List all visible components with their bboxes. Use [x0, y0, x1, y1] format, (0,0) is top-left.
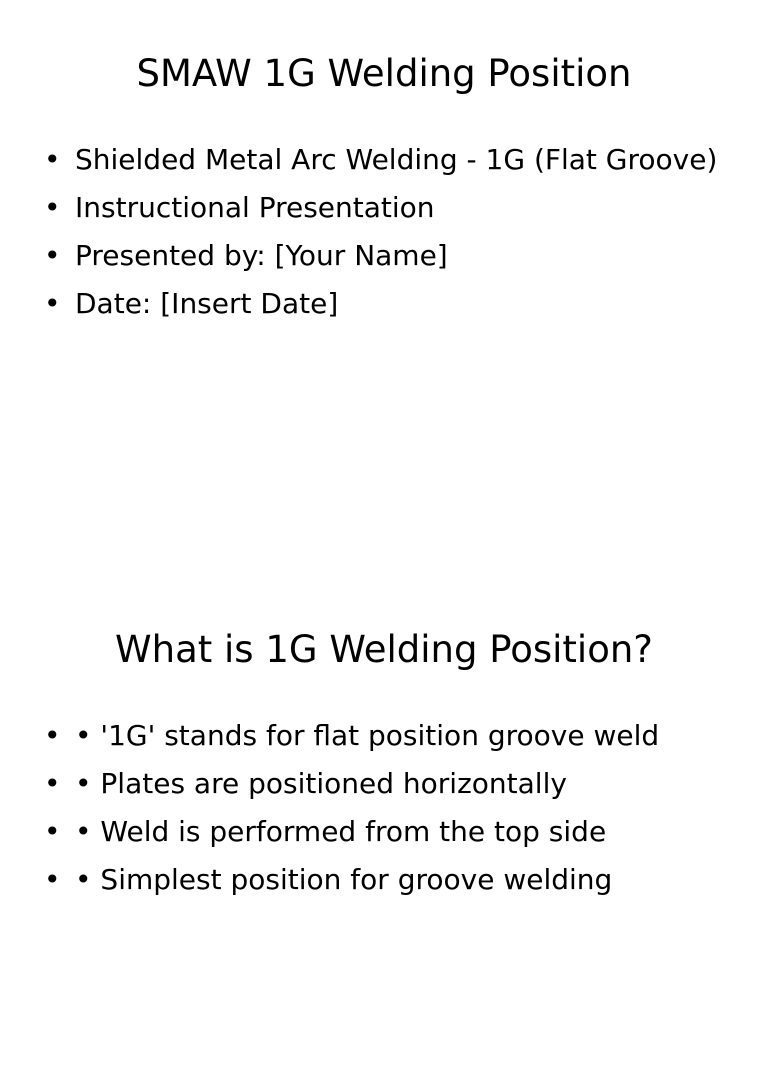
- list-item: [44, 140, 717, 188]
- slide-2: [0, 576, 768, 1088]
- slide-1: [0, 0, 768, 512]
- bullet-icon: •: [44, 767, 61, 800]
- list-item: [44, 860, 659, 908]
- bullet-icon: •: [44, 287, 61, 320]
- bullet-icon: •: [44, 863, 61, 896]
- bullet-text: • Simplest position for groove welding: [75, 863, 613, 896]
- list-item: [44, 188, 717, 236]
- bullet-icon: •: [44, 239, 61, 272]
- bullet-icon: •: [44, 719, 61, 752]
- bullet-list: [44, 140, 717, 332]
- bullet-icon: •: [44, 191, 61, 224]
- list-item: [44, 236, 717, 284]
- slide-title: SMAW 1G Welding Position: [136, 52, 632, 95]
- list-item: [44, 812, 659, 860]
- bullet-text: • '1G' stands for flat position groove weld: [75, 719, 660, 752]
- list-item: [44, 284, 717, 332]
- slide-title: What is 1G Welding Position?: [115, 628, 653, 671]
- list-item: [44, 764, 659, 812]
- bullet-text: Instructional Presentation: [75, 191, 435, 224]
- bullet-text: • Weld is performed from the top side: [75, 815, 607, 848]
- bullet-text: Presented by: [Your Name]: [75, 239, 448, 272]
- bullet-text: Date: [Insert Date]: [75, 287, 339, 320]
- bullet-icon: •: [44, 143, 61, 176]
- bullet-text: • Plates are positioned horizontally: [75, 767, 567, 800]
- bullet-text: Shielded Metal Arc Welding - 1G (Flat Groove): [75, 143, 718, 176]
- list-item: [44, 716, 659, 764]
- bullet-list: [44, 716, 659, 908]
- bullet-icon: •: [44, 815, 61, 848]
